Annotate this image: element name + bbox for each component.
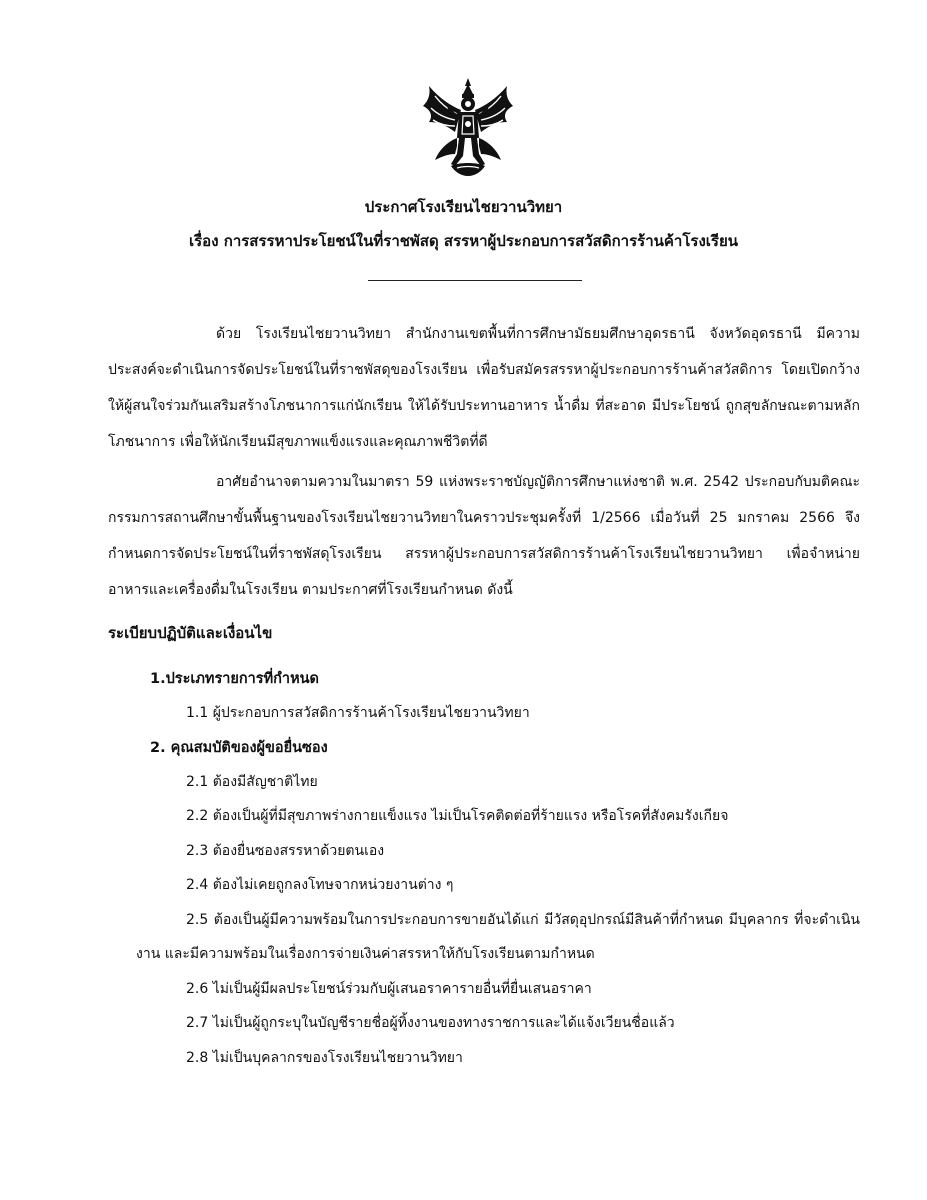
list-item: 2.5 ต้องเป็นผู้มีความพร้อมในการประกอบการขายอันได้แก่ มีวัสดุอุปกรณ์มีสินค้าที่กำหนด มีบุคลากร ที่จะดำเนินงาน และมีความพร้อมในเรื่องการจ่ายเงินค่าสรรหาให้กับโรงเรียนตามกำหนด <box>136 911 860 962</box>
list-item: 2.2 ต้องเป็นผู้ที่มีสุขภาพร่างกายแข็งแรง ไม่เป็นโรคติดต่อที่ร้ายแรง หรือโรคที่สังคมรังเกียจ <box>186 808 729 824</box>
section-1-title: 1.ประเภทรายการที่กำหนด <box>150 671 319 687</box>
list-item: 2.7 ไม่เป็นผู้ถูกระบุในบัญชีรายชื่อผู้ทิ้งงานของทางราชการและได้แจ้งเวียนชื่อแล้ว <box>186 1015 675 1031</box>
authority-paragraph: อาศัยอำนาจตามความในมาตรา 59 แห่งพระราชบัญญัติการศึกษาแห่งชาติ พ.ศ. 2542 ประกอบกับมติคณะกรรมการสถานศึกษาขั้นพื้นฐานของโรงเรียนไชยวานวิทยาในคราวประชุมครั้งที่ 1/2566 เมื่อวันที่ 25 มกราคม 2566 จึงกำหนดการจัดประโยชน์ในที่ราชพัสดุโรงเรียน สรรหาผู้ประกอบการสวัสดิการร้านค้าโรงเรียนไชยวานวิทยา เพื่อจำหน่ายอาหารและเครื่องดื่มในโรงเรียน ตามประกาศที่โรงเรียนกำหนด ดังนี้ <box>108 474 860 598</box>
list-item: 2.6 ไม่เป็นผู้มีผลประโยชน์ร่วมกับผู้เสนอราคารายอื่นที่ยื่นเสนอราคา <box>186 980 592 997</box>
section-2-title: 2. คุณสมบัติของผู้ขอยื่นซอง <box>150 739 328 756</box>
list-item: 2.8 ไม่เป็นบุคลากรของโรงเรียนไชยวานวิทยา <box>186 1049 463 1066</box>
rules-heading: ระเบียบปฏิบัติและเงื่อนไข <box>108 624 273 642</box>
rules-list <box>0 662 927 1075</box>
list-item: 2.3 ต้องยื่นซองสรรหาด้วยตนเอง <box>186 842 385 859</box>
title-divider <box>368 280 582 281</box>
announcement-title: ประกาศโรงเรียนไชยวานวิทยา <box>364 198 563 216</box>
intro-paragraph: ด้วย โรงเรียนไชยวานวิทยา สำนักงานเขตพื้นที่การศึกษามัธยมศึกษาอุดรธานี จังหวัดอุดรธานี มีความประสงค์จะดำเนินการจัดประโยชน์ในที่ราชพัสดุของโรงเรียน เพื่อรับสมัครสรรหาผู้ประกอบการร้านค้าสวัสดิการ โดยเปิดกว้างให้ผู้สนใจร่วมกันเสริมสร้างโภชนาการแก่นักเรียน ให้ได้รับประทานอาหาร น้ำดื่ม ที่สะอาด มีประโยชน์ ถูกสุขลักษณะตามหลักโภชนาการ เพื่อให้นักเรียนมีสุขภาพแข็งแรงและคุณภาพชีวิตที่ดี <box>108 326 860 450</box>
announcement-subject: เรื่อง การสรรหาประโยชน์ในที่ราชพัสดุ สรรหาผู้ประกอบการสวัสดิการร้านค้าโรงเรียน <box>189 232 738 250</box>
list-item: 2.4 ต้องไม่เคยถูกลงโทษจากหน่วยงานต่าง ๆ <box>186 877 454 893</box>
list-item: 2.1 ต้องมีสัญชาติไทย <box>186 773 318 790</box>
garuda-emblem-icon <box>421 76 515 178</box>
list-item: 1.1 ผู้ประกอบการสวัสดิการร้านค้าโรงเรียนไชยวานวิทยา <box>186 705 530 721</box>
